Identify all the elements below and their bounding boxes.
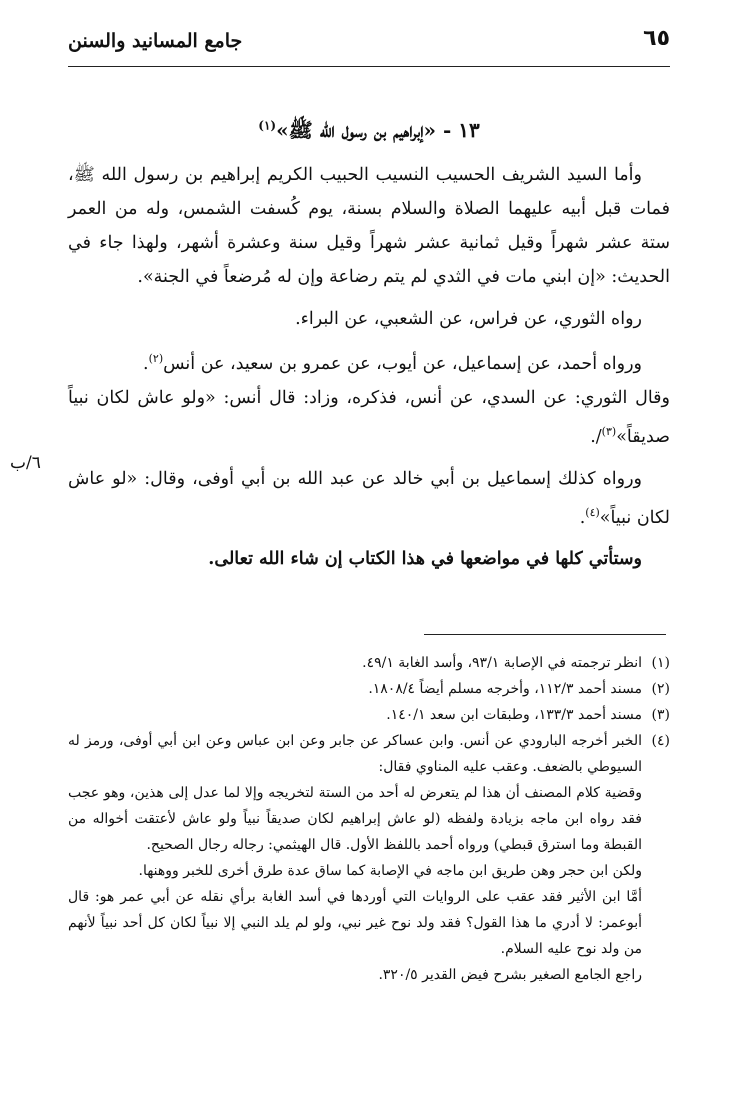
paragraph-end: . [579, 507, 586, 528]
paragraph: رواه الثوري، عن فراس، عن الشعبي، عن البراء. [295, 309, 642, 329]
paragraph-text: ورواه كذلك إسماعيل بن أبي خالد عن عبد الله بن أبي أوفى، وقال: «لو عاش لكان نبياً» [68, 468, 670, 528]
paragraph [68, 462, 670, 535]
paragraph [68, 342, 670, 381]
running-header [68, 26, 670, 67]
footnote-ref: (٣) [601, 424, 617, 438]
footnote-number: (١) [651, 655, 670, 671]
paragraph-end: /. [590, 426, 602, 447]
footnote-separator [424, 634, 666, 635]
footnote-text: مسند أحمد ١٣٣/٣، وطبقات ابن سعد ١٤٠/١. [386, 707, 642, 723]
footnote-ref: (٢) [148, 352, 164, 365]
footnote-text: وقضية كلام المصنف أن هذا لم يتعرض له أحد من الستة لتخريجه وإلا لما عدل إلى هذين، وهو عجب فقد رواه ابن ماجه بزيادة ولفظه (لو عاش إبراهيم لكان صديقاً نبياً ولو عاش لأعتقت أخواله من القبطة وما استرق قبطي) ورواه أحمد باللفظ الأول. قال الهيثمي: رجاله رجال الصحيح. [68, 785, 642, 853]
manuscript-folio-note: ٦/ب [10, 453, 41, 473]
footnotes [68, 650, 670, 988]
paragraph-text: وقال الثوري: عن السدي، عن أنس، فذكره، وزاد: قال أنس: «ولو عاش لكان نبياً صديقاً» [68, 387, 670, 447]
paragraph-end: . [143, 353, 149, 374]
footnote-ref: (٤) [585, 505, 600, 519]
footnote-ref: (١) [258, 118, 277, 133]
footnote-text: انظر ترجمته في الإصابة ٩٣/١، وأسد الغابة ٤٩/١. [362, 655, 642, 671]
main-text [68, 158, 670, 576]
section-title-text: ١٣ - «إبراهيم بن رسول الله ﷺ» [276, 118, 480, 142]
footnote [68, 676, 670, 702]
footnote-number: (٤) [651, 733, 670, 749]
footnote-text: مسند أحمد ١١٢/٣، وأخرجه مسلم أيضاً ١٨٠٨/٤. [368, 681, 642, 697]
paragraph [68, 381, 670, 454]
paragraph: وأما السيد الشريف الحسيب النسيب الحبيب الكريم إبراهيم بن رسول الله ﷺ، فمات قبل أبيه عليهما الصلاة والسلام بسنة، يوم كُسفت الشمس، وله من العمر ستة عشر شهراً وقيل ثمانية عشر شهراً وقيل سنة وعشرة أشهر، ولهذا جاء في الحديث: «إن ابني مات في الثدي لم يتم رضاعة وإن له مُرضعاً في الجنة». [68, 165, 670, 287]
footnote [68, 728, 670, 988]
page-number: ٦٥ [643, 26, 670, 51]
paragraph-text: ورواه أحمد، عن إسماعيل، عن أيوب، عن عمرو بن سعيد، عن أنس [163, 353, 642, 374]
footnote-text: أمَّا ابن الأثير فقد عقب على الروايات التي أوردها في أسد الغابة برأي نقله عن أبي عمر هو: قال أبوعمر: لا أدري ما هذا القول؟ فقد ولد نوح غير نبي، ولو لم يلد النبي إلا نبياً لكان كل أحد نبياً لأنهم من ولد نوح عليه السلام. [68, 889, 642, 957]
footnote-text: راجع الجامع الصغير بشرح فيض القدير ٣٢٠/٥. [378, 967, 642, 983]
paragraph: وستأتي كلها في مواضعها في هذا الكتاب إن شاء الله تعالى. [208, 549, 642, 570]
footnote [68, 702, 670, 728]
footnote [68, 650, 670, 676]
footnote-number: (٣) [651, 707, 670, 723]
footnote-text: ولكن ابن حجر وهن طريق ابن ماجه في الإصابة كما ساق عدة طرق أخرى للخبر ووهنها. [138, 863, 642, 879]
book-title: جامع المسانيد والسنن [68, 30, 243, 52]
section-heading [68, 118, 670, 147]
footnote-text: الخبر أخرجه البارودي عن أنس. وابن عساكر عن جابر وعن ابن عباس وعن ابن أبي أوفى، ورمز له السيوطي بالضعف. وعقب عليه المناوي فقال: [68, 733, 642, 775]
footnote-number: (٢) [651, 681, 670, 697]
